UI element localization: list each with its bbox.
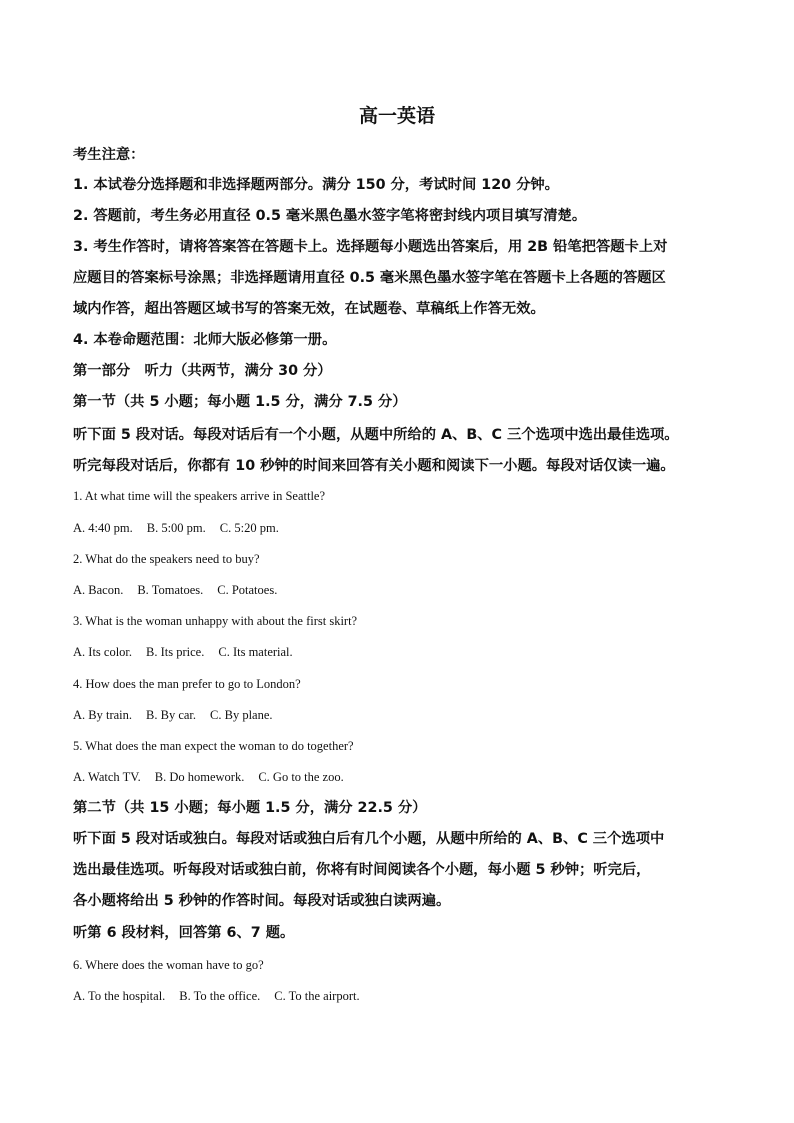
- page-title: 高一英语: [358, 105, 435, 127]
- notes-item-4: 4. 本卷命题范围：北师大版必修第一册。: [73, 332, 337, 348]
- question-2-option-b: B. Tomatoes.: [137, 583, 204, 597]
- section2-instruction-line-3: 各小题将给出 5 秒钟的作答时间。每段对话或独白读两遍。: [73, 893, 451, 909]
- question-1-options: [73, 519, 279, 537]
- question-5-options: [73, 768, 344, 786]
- question-5-stem: 5. What does the man expect the woman to do together?: [73, 739, 354, 753]
- question-5-option-c: C. Go to the zoo.: [258, 770, 344, 784]
- notes-item-3-line-1: 3. 考生作答时，请将答案答在答题卡上。选择题每小题选出答案后，用 2B 铅笔把答题卡上对: [73, 239, 668, 255]
- notes-item-3-line-2: 应题目的答案标号涂黑；非选择题请用直径 0.5 毫米黑色墨水签字笔在答题卡上各题的答题区: [73, 270, 666, 286]
- section2-instruction-line-1: 听下面 5 段对话或独白。每段对话或独白后有几个小题，从题中所给的 A、B、C 三个选项中: [73, 831, 665, 847]
- question-6-option-a: A. To the hospital.: [73, 989, 166, 1003]
- material-6-heading: 听第 6 段材料，回答第 6、7 题。: [73, 925, 295, 941]
- question-3-stem: 3. What is the woman unhappy with about the first skirt?: [73, 614, 358, 628]
- question-4-option-a: A. By train.: [73, 708, 133, 722]
- section2-heading: 第二节（共 15 小题；每小题 1.5 分，满分 22.5 分）: [73, 800, 427, 816]
- notes-heading: 考生注意：: [73, 147, 145, 163]
- question-3-options: [73, 643, 293, 661]
- question-5-option-a: A. Watch TV.: [73, 770, 141, 784]
- question-6-option-b: B. To the office.: [179, 989, 261, 1003]
- question-2-options: [73, 581, 277, 599]
- notes-item-1: 1. 本试卷分选择题和非选择题两部分。满分 150 分，考试时间 120 分钟。: [73, 177, 559, 193]
- question-2-option-a: A. Bacon.: [73, 583, 124, 597]
- question-5-option-b: B. Do homework.: [154, 770, 245, 784]
- question-1-option-c: C. 5:20 pm.: [219, 521, 279, 535]
- question-2-option-c: C. Potatoes.: [217, 583, 278, 597]
- question-1-stem: 1. At what time will the speakers arrive in Seattle?: [73, 489, 326, 503]
- question-4-options: [73, 706, 273, 724]
- question-3-option-a: A. Its color.: [73, 645, 133, 659]
- question-6-option-c: C. To the airport.: [274, 989, 360, 1003]
- question-4-option-b: B. By car.: [146, 708, 197, 722]
- question-4-stem: 4. How does the man prefer to go to London?: [73, 677, 301, 691]
- question-1-option-b: B. 5:00 pm.: [146, 521, 206, 535]
- section1-instruction-line-1: 听下面 5 段对话。每段对话后有一个小题，从题中所给的 A、B、C 三个选项中选出最佳选项。: [73, 427, 679, 443]
- question-4-option-c: C. By plane.: [210, 708, 273, 722]
- question-6-stem: 6. Where does the woman have to go?: [73, 958, 264, 972]
- notes-item-2: 2. 答题前，考生务必用直径 0.5 毫米黑色墨水签字笔将密封线内项目填写清楚。: [73, 208, 587, 224]
- question-1-option-a: A. 4:40 pm.: [73, 521, 133, 535]
- notes-item-3-line-3: 域内作答，超出答题区域书写的答案无效，在试题卷、草稿纸上作答无效。: [73, 301, 545, 317]
- part1-heading: 第一部分 听力（共两节，满分 30 分）: [73, 363, 332, 379]
- question-3-option-b: B. Its price.: [146, 645, 205, 659]
- section1-instruction-line-2: 听完每段对话后，你都有 10 秒钟的时间来回答有关小题和阅读下一小题。每段对话仅读一遍。: [73, 458, 675, 474]
- question-6-options: [73, 987, 360, 1005]
- question-3-option-c: C. Its material.: [218, 645, 293, 659]
- section1-heading: 第一节（共 5 小题；每小题 1.5 分，满分 7.5 分）: [73, 394, 407, 410]
- question-2-stem: 2. What do the speakers need to buy?: [73, 552, 260, 566]
- section2-instruction-line-2: 选出最佳选项。听每段对话或独白前，你将有时间阅读各个小题，每小题 5 秒钟；听完后，: [73, 862, 651, 878]
